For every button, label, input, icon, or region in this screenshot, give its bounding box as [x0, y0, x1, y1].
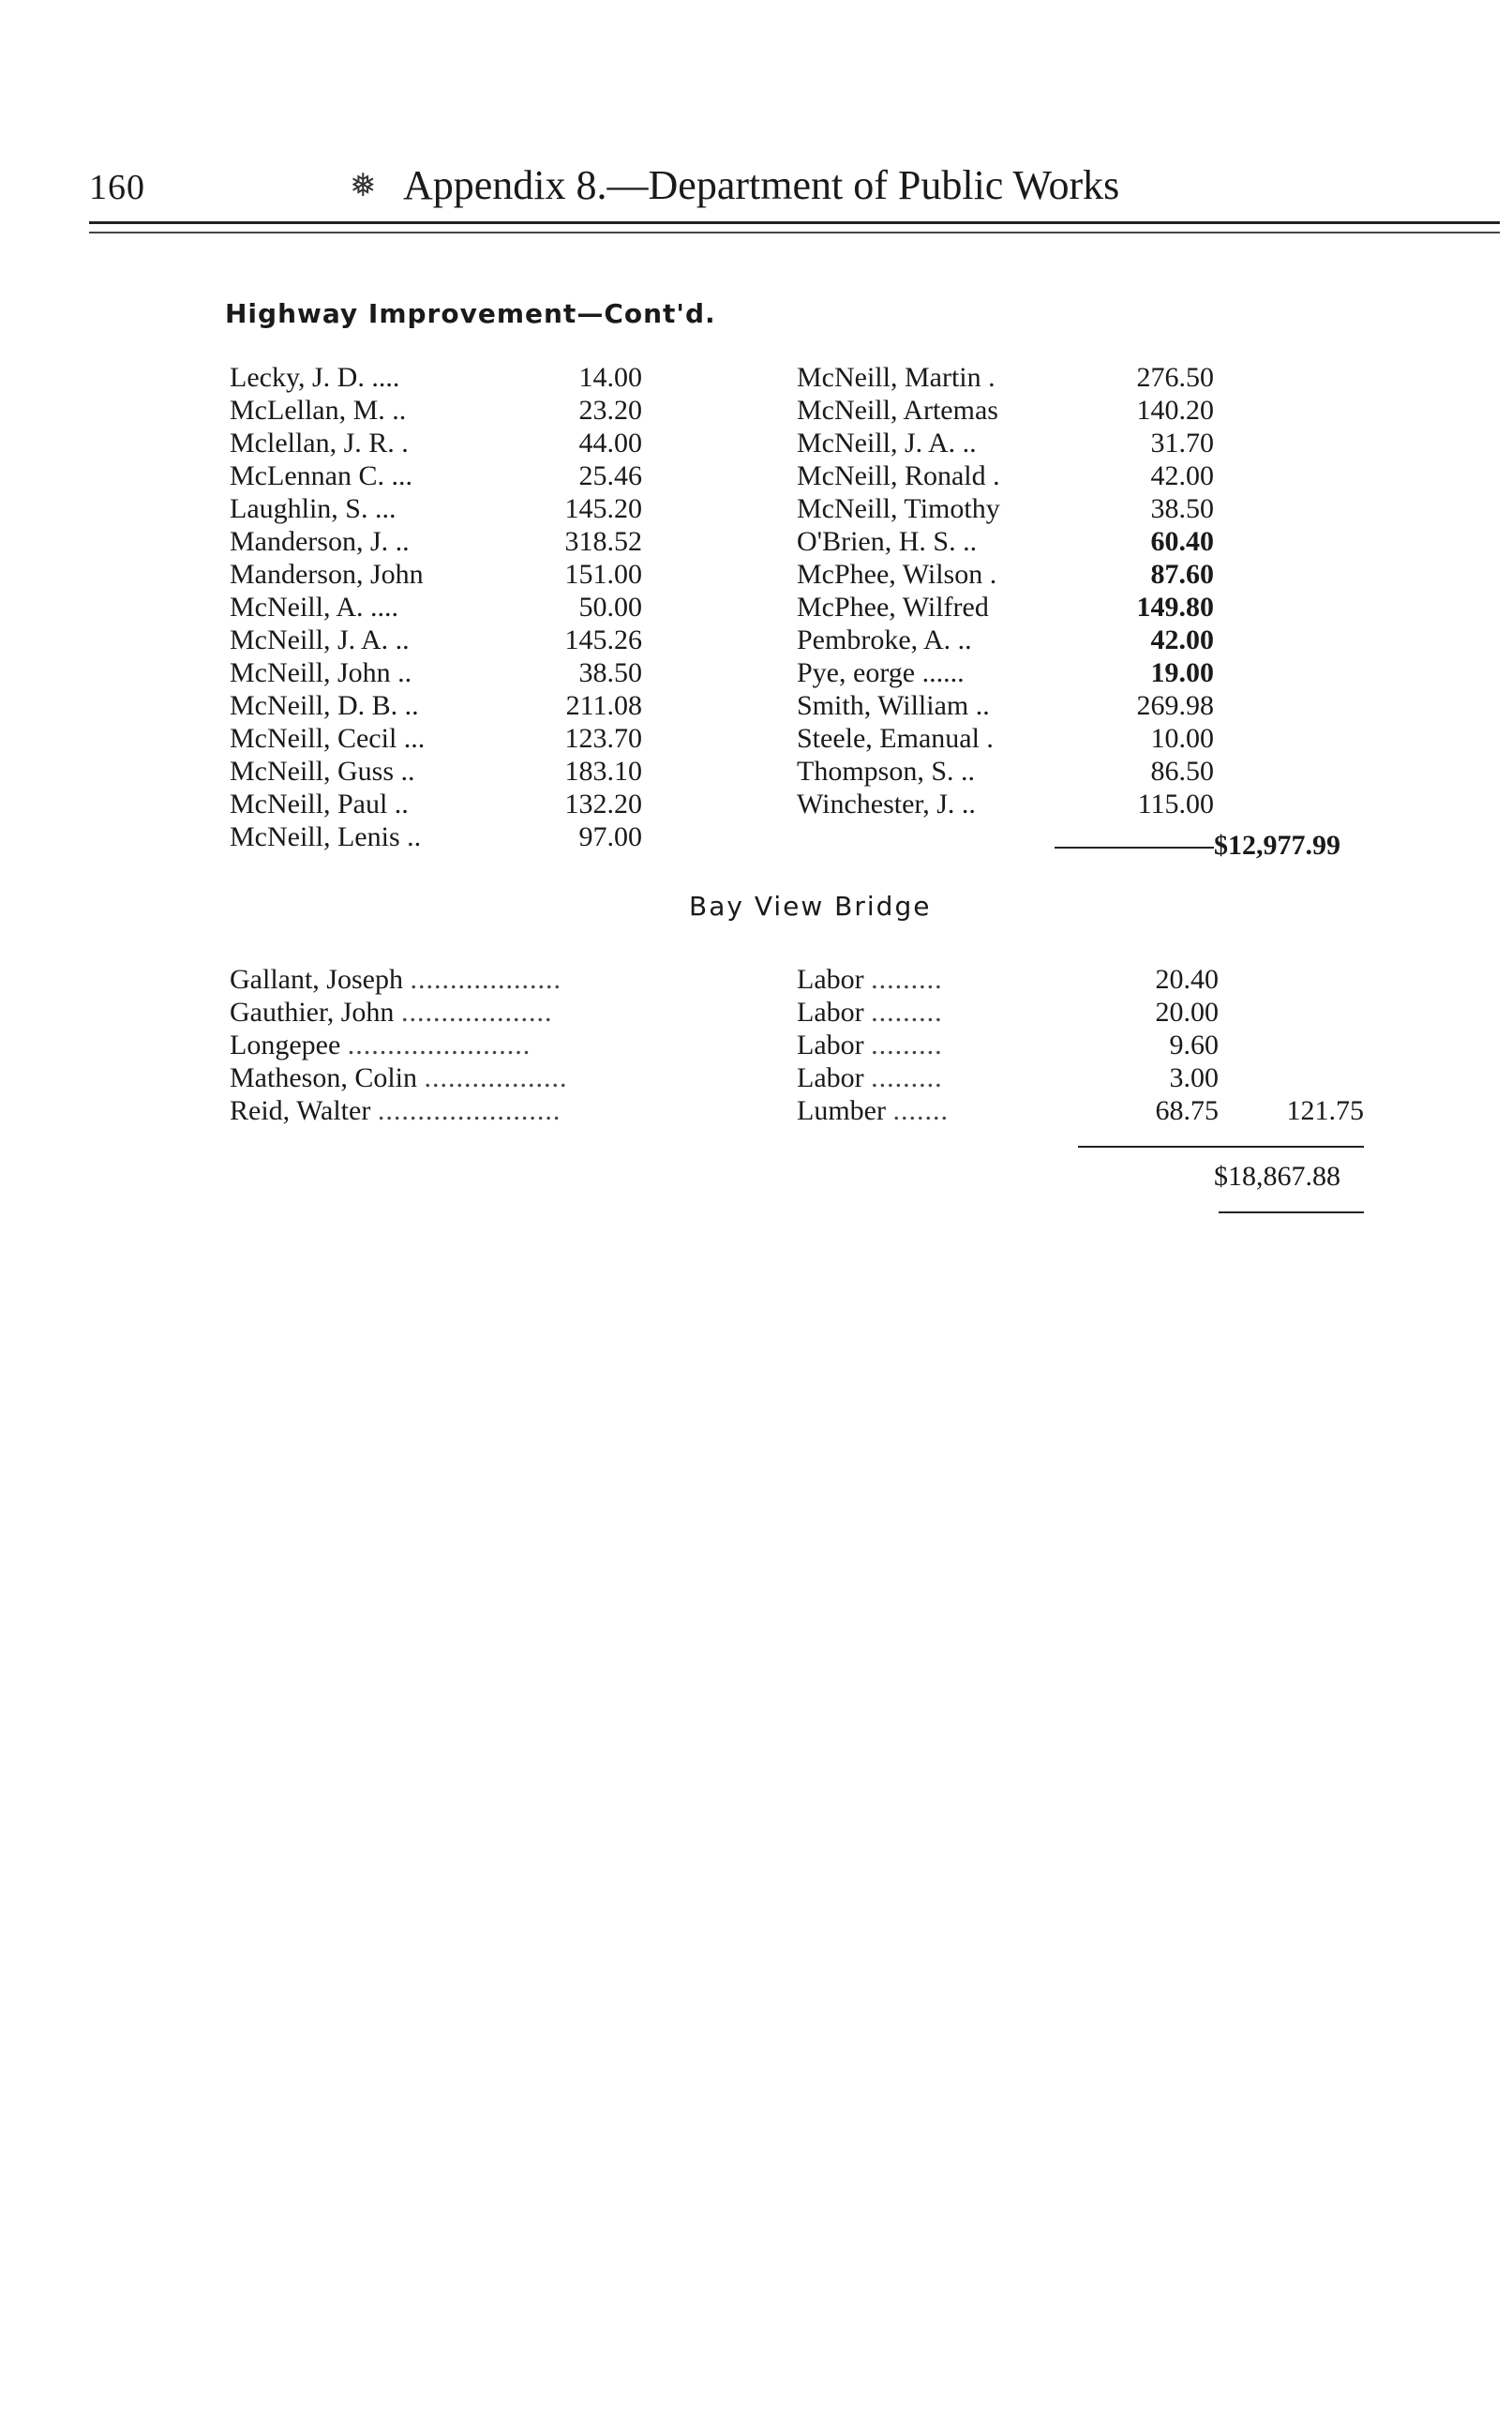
bv-kind: Labor ......... — [797, 1062, 943, 1093]
entry-name: McNeill, Artemas — [797, 395, 998, 426]
entry-name: McNeill, A. .... — [230, 592, 398, 623]
entry-amount: 132.20 — [564, 789, 642, 820]
entry-name: McNeill, Cecil ... — [230, 723, 426, 754]
entry-name: McNeill, Paul .. — [230, 789, 409, 820]
total-rule — [1055, 847, 1214, 849]
entry-name: McPhee, Wilson . — [797, 559, 997, 590]
entry-name: McNeill, Ronald . — [797, 460, 1000, 491]
crest-icon: ❅ — [350, 169, 377, 203]
bv-name: Gauthier, John ................... — [230, 997, 553, 1028]
entry-amount: 87.60 — [1150, 559, 1214, 590]
entry-name: McNeill, J. A. .. — [230, 624, 410, 655]
page-header — [89, 158, 1495, 214]
entry-name: Mclellan, J. R. . — [230, 428, 409, 459]
entry-name: Pye, eorge ...... — [797, 657, 965, 688]
header-rule — [89, 221, 1500, 233]
entry-name: McPhee, Wilfred — [797, 592, 989, 623]
entry-amount: 10.00 — [1150, 723, 1214, 754]
entry-name: Steele, Emanual . — [797, 723, 994, 754]
bv-name: Gallant, Joseph ................... — [230, 964, 561, 995]
entry-name: McNeill, Timothy — [797, 493, 1000, 524]
bv-amount: 20.40 — [1155, 964, 1219, 995]
grand-total: $18,867.88 — [1214, 1161, 1340, 1192]
entry-name: McNeill, J. A. .. — [797, 428, 977, 459]
entry-amount: 151.00 — [564, 559, 642, 590]
bv-name: Longepee ....................... — [230, 1030, 531, 1060]
entry-name: Manderson, J. .. — [230, 526, 410, 557]
section-title-highway: Highway Improvement—Cont'd. — [225, 298, 716, 329]
bv-name: Reid, Walter ....................... — [230, 1095, 561, 1126]
entry-amount: 269.98 — [1136, 690, 1214, 721]
entry-amount: 211.08 — [565, 690, 642, 721]
entry-amount: 44.00 — [578, 428, 642, 459]
entry-amount: 318.52 — [564, 526, 642, 557]
entry-amount: 123.70 — [564, 723, 642, 754]
entry-amount: 60.40 — [1150, 526, 1214, 557]
entry-name: Manderson, John — [230, 559, 424, 590]
entry-name: Winchester, J. .. — [797, 789, 976, 820]
entry-amount: 25.46 — [578, 460, 642, 491]
bv-kind: Lumber ....... — [797, 1095, 949, 1126]
bv-kind: Labor ......... — [797, 1030, 943, 1060]
entry-amount: 149.80 — [1136, 592, 1214, 623]
entry-amount: 276.50 — [1136, 362, 1214, 393]
entry-name: Lecky, J. D. .... — [230, 362, 400, 393]
entry-amount: 38.50 — [1150, 493, 1214, 524]
bv-amount: 9.60 — [1169, 1030, 1219, 1060]
entry-amount: 31.70 — [1150, 428, 1214, 459]
entry-amount: 38.50 — [578, 657, 642, 688]
entry-name: Smith, William .. — [797, 690, 990, 721]
entry-amount: 19.00 — [1150, 657, 1214, 688]
grand-total-rule-bottom — [1219, 1211, 1364, 1213]
entry-amount: 50.00 — [578, 592, 642, 623]
grand-total-rule-top — [1078, 1146, 1364, 1148]
page-number: 160 — [89, 168, 145, 207]
entry-amount: 14.00 — [578, 362, 642, 393]
running-head: Appendix 8.—Department of Public Works — [403, 162, 1120, 208]
entry-name: McNeill, Guss .. — [230, 756, 415, 787]
entry-name: McLellan, M. .. — [230, 395, 407, 426]
bv-amount: 3.00 — [1169, 1062, 1219, 1093]
highway-total: $12,977.99 — [1214, 830, 1340, 861]
entry-name: McLennan C. ... — [230, 460, 412, 491]
entry-name: McNeill, Martin . — [797, 362, 996, 393]
entry-name: Laughlin, S. ... — [230, 493, 397, 524]
entry-name: Pembroke, A. .. — [797, 624, 972, 655]
entry-name: McNeill, D. B. .. — [230, 690, 419, 721]
entry-amount: 86.50 — [1150, 756, 1214, 787]
entry-amount: 115.00 — [1137, 789, 1214, 820]
entry-amount: 42.00 — [1150, 624, 1214, 655]
entry-amount: 97.00 — [578, 821, 642, 852]
entry-name: Thompson, S. .. — [797, 756, 976, 787]
bv-kind: Labor ......... — [797, 997, 943, 1028]
entry-name: O'Brien, H. S. .. — [797, 526, 978, 557]
entry-name: McNeill, John .. — [230, 657, 412, 688]
section-title-bayview: Bay View Bridge — [689, 891, 932, 922]
bv-amount: 68.75 — [1155, 1095, 1219, 1126]
entry-amount: 183.10 — [564, 756, 642, 787]
entry-name: McNeill, Lenis .. — [230, 821, 422, 852]
entry-amount: 23.20 — [578, 395, 642, 426]
bayview-subtotal: 121.75 — [1286, 1095, 1364, 1126]
entry-amount: 42.00 — [1150, 460, 1214, 491]
entry-amount: 140.20 — [1136, 395, 1214, 426]
entry-amount: 145.26 — [564, 624, 642, 655]
bv-kind: Labor ......... — [797, 964, 943, 995]
entry-amount: 145.20 — [564, 493, 642, 524]
bv-amount: 20.00 — [1155, 997, 1219, 1028]
bv-name: Matheson, Colin .................. — [230, 1062, 568, 1093]
